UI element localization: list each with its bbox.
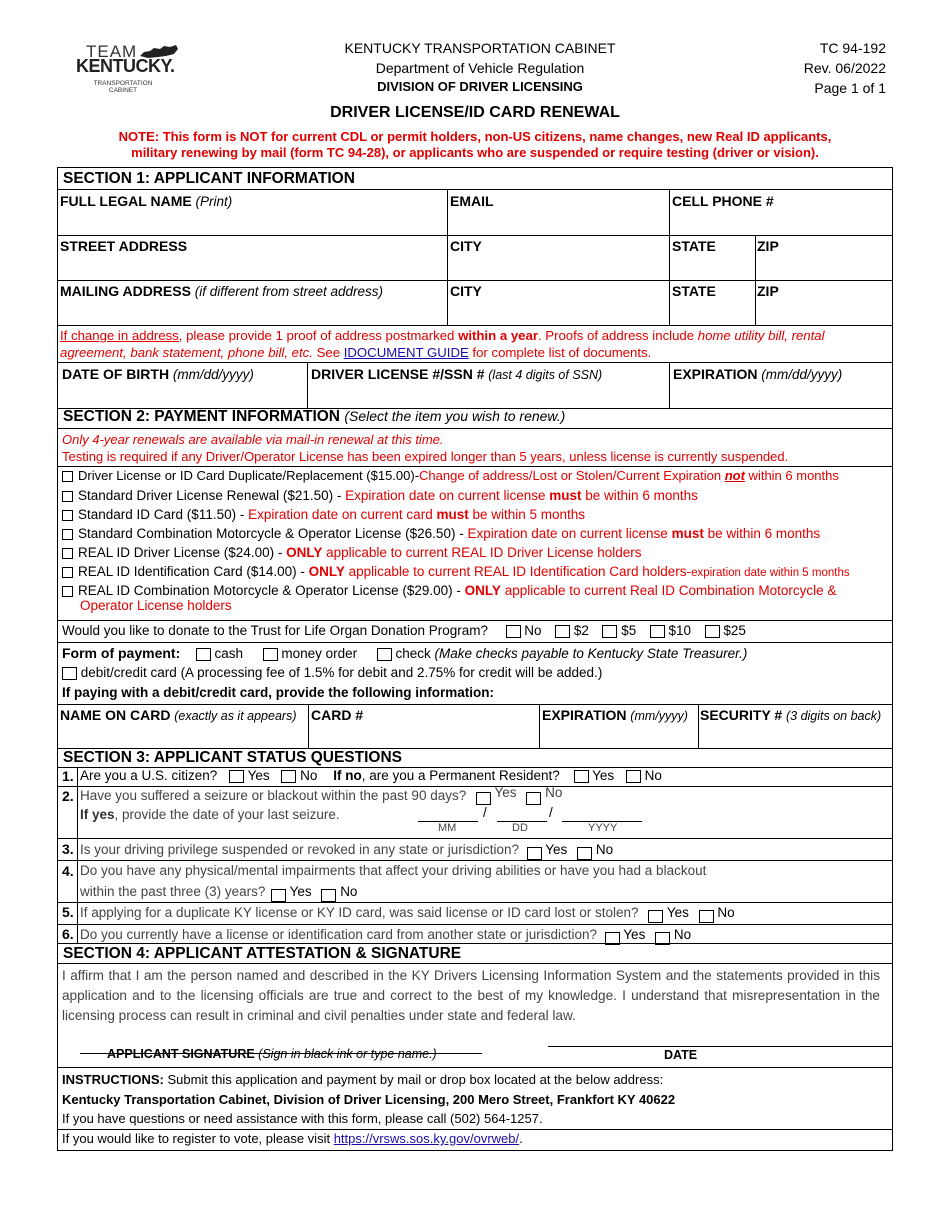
- security-code-label: SECURITY # (3 digits on back): [700, 707, 882, 723]
- date-slash-1: /: [483, 805, 487, 820]
- email-field[interactable]: [448, 212, 668, 234]
- section2-note-2: Testing is required if any Driver/Operator License has been expired longer than 5 years, unless license is currently suspended.: [62, 449, 789, 464]
- instructions-line: INSTRUCTIONS: Submit this application and payment by mail or drop box located at the below address:: [62, 1072, 664, 1087]
- donate-no-checkbox[interactable]: [506, 625, 521, 638]
- division-name: DIVISION OF DRIVER LICENSING: [377, 79, 583, 94]
- q2-followup: If yes, provide the date of your last seizure.: [80, 807, 340, 822]
- form-number: TC 94-192: [819, 40, 886, 56]
- payment-option-checkbox[interactable]: [62, 471, 73, 482]
- payment-option-checkbox[interactable]: [62, 529, 73, 540]
- card-expiration-field[interactable]: [540, 726, 697, 748]
- q1-resident-no-checkbox[interactable]: [626, 770, 641, 783]
- page-number: Page 1 of 1: [814, 80, 886, 96]
- card-expiration-label: EXPIRATION (mm/yyyy): [542, 707, 688, 723]
- mailing-state-label: STATE: [672, 283, 716, 299]
- mailing-city-label: CITY: [450, 283, 482, 299]
- mailing-state-field[interactable]: [670, 302, 754, 324]
- vote-link[interactable]: https://vrsws.sos.ky.gov/ovrweb/: [333, 1131, 520, 1146]
- mailing-zip-label: ZIP: [757, 283, 779, 299]
- payment-option-3[interactable]: Standard ID Card ($11.50) - Expiration date on current card must be within 5 months: [62, 507, 585, 522]
- team-kentucky-logo: [68, 40, 188, 100]
- pay-cash-checkbox[interactable]: [196, 648, 211, 661]
- full-name-field[interactable]: [57, 212, 447, 234]
- payment-option-4[interactable]: Standard Combination Motorcycle & Operator License ($26.50) - Expiration date on current license must be within 6 months: [62, 526, 820, 541]
- q5-no-checkbox[interactable]: [699, 910, 714, 923]
- q3-row: Is your driving privilege suspended or revoked in any state or jurisdiction? Yes No: [80, 841, 613, 860]
- mailing-address: Kentucky Transportation Cabinet, Division of Driver Licensing, 200 Mero Street, Frankfort KY 40622: [62, 1091, 676, 1107]
- payment-option-1[interactable]: Driver License or ID Card Duplicate/Replacement ($15.00)-Change of address/Lost or Stolen/Current Expiration not within 6 months: [62, 468, 839, 483]
- logo-team-text: TEAM: [86, 42, 138, 61]
- q5-row: If applying for a duplicate KY license or KY ID card, was said license or ID card lost or stolen? Yes No: [80, 904, 735, 923]
- dob-field[interactable]: [57, 386, 307, 408]
- q1-no-checkbox[interactable]: [281, 770, 296, 783]
- form-of-payment-label: Form of payment:: [62, 645, 181, 661]
- expiration-label: EXPIRATION (mm/dd/yyyy): [673, 366, 843, 382]
- attestation-text: I affirm that I am the person named and described in the KY Drivers Licensing Information System and the statements provided in this application and to the licensing officials are true and correct to the best of my knowledge. I understand that misrepresentation in the licensing process can result in criminal and civil penalties under state and federal law.: [62, 968, 880, 1023]
- dob-label: DATE OF BIRTH (mm/dd/yyyy): [62, 366, 254, 382]
- document-guide-link[interactable]: IDOCUMENT GUIDE: [343, 345, 469, 360]
- mailing-city-field[interactable]: [448, 302, 668, 324]
- q2-yes-checkbox[interactable]: [476, 792, 491, 805]
- zip-label: ZIP: [757, 238, 779, 254]
- mailing-address-label: MAILING ADDRESS (if different from street address): [60, 283, 384, 299]
- payment-option-checkbox[interactable]: [62, 491, 73, 502]
- full-name-label: FULL LEGAL NAME (Print): [60, 193, 233, 209]
- card-number-label: CARD #: [311, 707, 364, 723]
- logo-kentucky-text: KENTUCKY.: [76, 56, 175, 76]
- cell-phone-label: CELL PHONE #: [672, 193, 774, 209]
- q1-row: Are you a U.S. citizen? Yes No If no, are you a Permanent Resident? Yes No: [80, 768, 662, 783]
- name-on-card-label: NAME ON CARD (exactly as it appears): [60, 707, 297, 723]
- q3-number: 3.: [62, 841, 74, 857]
- security-code-field[interactable]: [699, 726, 892, 748]
- city-field[interactable]: [448, 256, 668, 278]
- donate-10-checkbox[interactable]: [650, 625, 665, 638]
- payment-option-6[interactable]: REAL ID Identification Card ($14.00) - ONLY applicable to current REAL ID Identification Card holders-expiration date within 5 months: [62, 564, 850, 579]
- q3-no-checkbox[interactable]: [577, 847, 592, 860]
- q2-number: 2.: [62, 788, 74, 804]
- card-number-field[interactable]: [309, 726, 538, 748]
- department-name: Department of Vehicle Regulation: [375, 60, 585, 76]
- date-field[interactable]: [548, 1047, 892, 1067]
- dl-ssn-label: DRIVER LICENSE #/SSN # (last 4 digits of SSN): [311, 366, 603, 382]
- dd-label: DD: [512, 822, 528, 834]
- vote-line: If you would like to register to vote, please visit https://vrsws.sos.ky.gov/ovrweb/.: [62, 1131, 523, 1146]
- state-field[interactable]: [670, 256, 754, 278]
- q6-row: Do you currently have a license or identification card from another state or jurisdiction? Yes No: [80, 926, 691, 945]
- date-slash-2: /: [549, 805, 553, 820]
- payment-card-row: debit/credit card (A processing fee of 1.5% for debit and 2.75% for credit will be added.): [62, 665, 602, 680]
- payment-option-checkbox[interactable]: [62, 586, 73, 597]
- donation-question: Would you like to donate to the Trust for Life Organ Donation Program?: [62, 623, 488, 638]
- agency-name: KENTUCKY TRANSPORTATION CABINET: [344, 40, 616, 56]
- section4-title: SECTION 4: APPLICANT ATTESTATION & SIGNATURE: [63, 945, 462, 962]
- dl-ssn-field[interactable]: [308, 386, 668, 408]
- payment-form-row: Form of payment: cash money order check (Make checks payable to Kentucky State Treasurer.): [62, 645, 748, 661]
- payment-option-2[interactable]: Standard Driver License Renewal ($21.50) - Expiration date on current license must be within 6 months: [62, 488, 698, 503]
- q4-line-1: Do you have any physical/mental impairments that affect your driving abilities or have you had a blackout: [80, 863, 707, 878]
- q5-yes-checkbox[interactable]: [648, 910, 663, 923]
- section1-title: SECTION 1: APPLICANT INFORMATION: [63, 170, 355, 187]
- q3-yes-checkbox[interactable]: [527, 847, 542, 860]
- q2-row: Have you suffered a seizure or blackout within the past 90 days? Yes No: [80, 785, 563, 804]
- q6-number: 6.: [62, 926, 74, 942]
- signature-label: APPLICANT SIGNATURE (Sign in black ink or type name.): [107, 1047, 437, 1061]
- logo-sub-1: TRANSPORTATION: [93, 80, 153, 87]
- q1-number: 1.: [62, 768, 74, 784]
- note-line-2: military renewing by mail (form TC 94-28), or applicants who are suspended or require testing (driver or vision).: [131, 145, 819, 160]
- q4-number: 4.: [62, 863, 74, 879]
- address-change-note: If change in address, please provide 1 proof of address postmarked within a year. Proofs of address include home utility bill, rental agreement, bank statement, phone bill, etc. See IDOCUMENT GUIDE for complete list of documents.: [60, 328, 825, 360]
- name-on-card-field[interactable]: [57, 726, 307, 748]
- expiration-field[interactable]: [670, 386, 892, 408]
- payment-option-checkbox[interactable]: [62, 567, 73, 578]
- pay-check-checkbox[interactable]: [377, 648, 392, 661]
- yyyy-label: YYYY: [588, 822, 618, 834]
- q4-yes-checkbox[interactable]: [271, 889, 286, 902]
- mm-label: MM: [438, 822, 457, 834]
- section3-title: SECTION 3: APPLICANT STATUS QUESTIONS: [63, 749, 403, 766]
- q4-line-2: within the past three (3) years? Yes No: [80, 883, 357, 902]
- street-address-field[interactable]: [57, 256, 447, 278]
- street-address-label: STREET ADDRESS: [60, 238, 188, 254]
- mailing-address-field[interactable]: [57, 302, 447, 324]
- pay-card-checkbox[interactable]: [62, 667, 77, 680]
- section2-title: SECTION 2: PAYMENT INFORMATION (Select the item you wish to renew.): [63, 408, 566, 425]
- donate-2-checkbox[interactable]: [555, 625, 570, 638]
- payment-option-checkbox[interactable]: [62, 548, 73, 559]
- form-title: DRIVER LICENSE/ID CARD RENEWAL: [330, 104, 620, 121]
- q4-no-checkbox[interactable]: [321, 889, 336, 902]
- card-info-label: If paying with a debit/credit card, provide the following information:: [62, 685, 495, 700]
- date-label: DATE: [664, 1048, 698, 1062]
- payment-option-5[interactable]: REAL ID Driver License ($24.00) - ONLY applicable to current REAL ID Driver License holders: [62, 545, 642, 560]
- q1-resident-yes-checkbox[interactable]: [574, 770, 589, 783]
- questions-line: If you have questions or need assistance with this form, please call (502) 564-1257.: [62, 1111, 543, 1126]
- mailing-zip-field[interactable]: [756, 302, 892, 324]
- q2-no-checkbox[interactable]: [526, 792, 541, 805]
- donation-row: Would you like to donate to the Trust for Life Organ Donation Program? No $2 $5 $10 $25: [62, 623, 746, 638]
- note-line-1: NOTE: This form is NOT for current CDL or permit holders, non-US citizens, name changes, new Real ID applicants,: [118, 129, 832, 144]
- zip-field[interactable]: [756, 256, 892, 278]
- cell-phone-field[interactable]: [670, 212, 892, 234]
- city-label: CITY: [450, 238, 482, 254]
- q1-yes-checkbox[interactable]: [229, 770, 244, 783]
- section2-note-1: Only 4-year renewals are available via mail-in renewal at this time.: [62, 432, 444, 447]
- payment-option-checkbox[interactable]: [62, 510, 73, 521]
- payment-option-7[interactable]: REAL ID Combination Motorcycle & Operator License ($29.00) - ONLY applicable to current Real ID Combination Motorcycle & Operator License holders: [62, 583, 836, 613]
- email-label: EMAIL: [450, 193, 494, 209]
- donate-5-checkbox[interactable]: [602, 625, 617, 638]
- logo-sub-2: CABINET: [108, 87, 138, 94]
- donate-25-checkbox[interactable]: [705, 625, 720, 638]
- state-label: STATE: [672, 238, 716, 254]
- revision: Rev. 06/2022: [803, 60, 886, 76]
- q5-number: 5.: [62, 904, 74, 920]
- pay-money-order-checkbox[interactable]: [263, 648, 278, 661]
